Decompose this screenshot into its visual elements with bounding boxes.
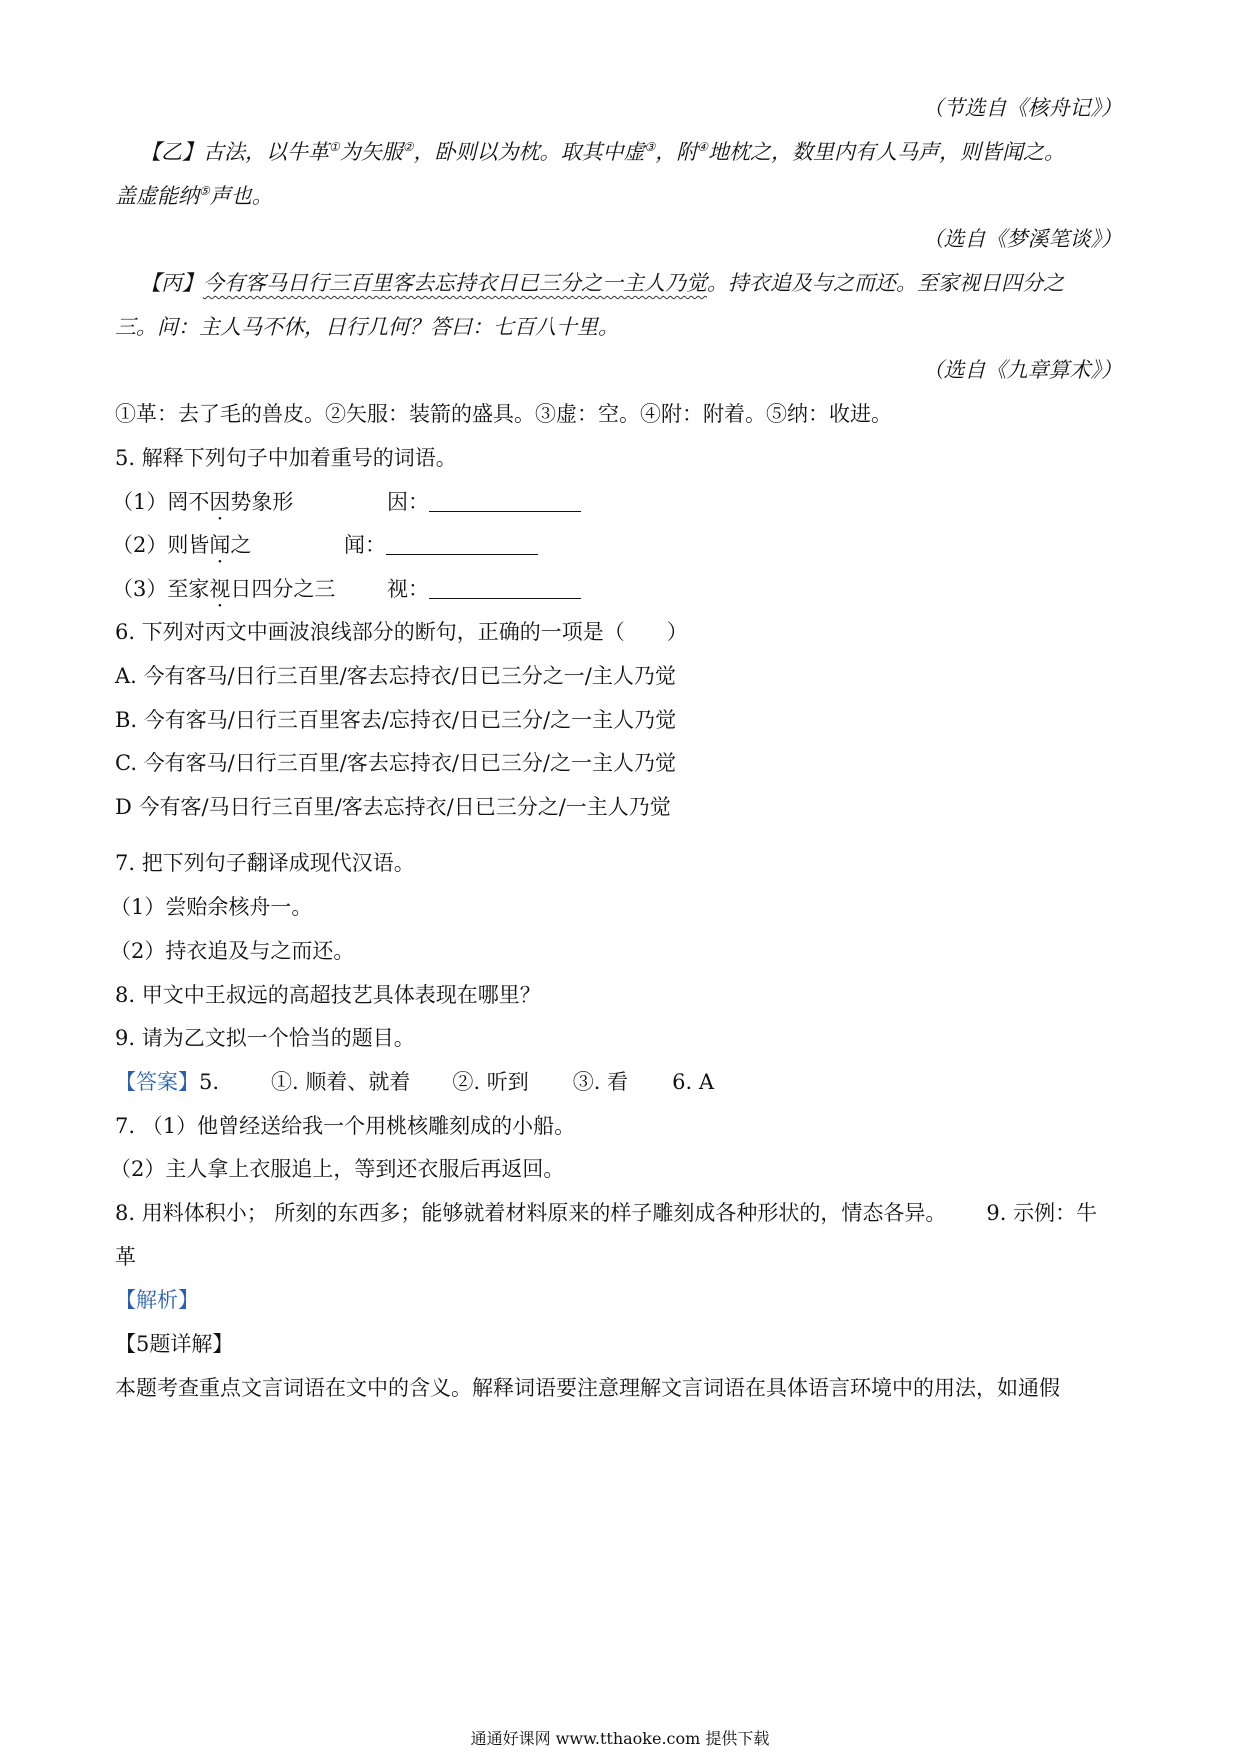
- passage-yi-text: 古法，以牛革: [203, 140, 329, 164]
- answer-label: 因：: [387, 490, 429, 514]
- answer-label: 闻：: [344, 533, 386, 557]
- wavy-underlined-text: 今有客马日行三百里客去忘持衣日已三分之一主人乃觉: [203, 271, 707, 295]
- question-8: 8. 甲文中王叔远的高超技艺具体表现在哪里？: [115, 983, 541, 1007]
- passage-yi-text: 为矢服: [339, 140, 403, 164]
- emphasis-dot-word: 因: [209, 490, 231, 514]
- passage-bing-text: 。持衣追及与之而还。至家视日四分之: [707, 271, 1064, 295]
- answer-blank[interactable]: [429, 489, 581, 512]
- passage-yi-text: ，附: [655, 140, 698, 164]
- analysis-subheading: 【5题详解】: [115, 1332, 234, 1356]
- analysis-label: 【解析】: [115, 1288, 199, 1312]
- question-5-item-3: （3）至家视日四分之三 视：: [112, 574, 1135, 604]
- question-7-stem: 7. 把下列句子翻译成现代汉语。: [115, 851, 415, 875]
- answer-label: 视：: [387, 577, 429, 601]
- answer-8: 8. 用料体积小； 所刻的东西多；能够就着材料原来的样子雕刻成各种形状的，情态各异。 9. 示例：牛: [115, 1201, 1098, 1225]
- footnote-ref: ⑤: [199, 184, 210, 198]
- page-footer: 通通好课网 www.tthaoke.com 提供下载: [470, 1729, 770, 1748]
- passage-yi-text: 地枕之，数里内有人马声，则皆闻之。: [708, 140, 1066, 164]
- answer-9-cont: 革: [115, 1245, 136, 1269]
- question-9: 9. 请为乙文拟一个恰当的题目。: [115, 1026, 415, 1050]
- answer-7-1: 7. （1）他曾经送给我一个用桃核雕刻成的小船。: [115, 1114, 576, 1138]
- question-7-item-2: （2）持衣追及与之而还。: [110, 939, 355, 963]
- passage-bing-label: 【丙】: [140, 271, 203, 295]
- source-yi: （选自《梦溪笔谈》）: [922, 227, 1122, 251]
- question-5-stem: 5. 解释下列句子中加着重号的词语。: [115, 446, 457, 470]
- analysis-text: 本题考查重点文言词语在文中的含义。解释词语要注意理解文言词语在具体语言环境中的用法，如通假: [115, 1376, 1060, 1400]
- question-6-stem: 6. 下列对丙文中画波浪线部分的断句，正确的一项是（ ）: [115, 620, 688, 644]
- footnote-ref: ①: [329, 140, 340, 154]
- answer-7-2: （2）主人拿上衣服追上，等到还衣服后再返回。: [110, 1157, 565, 1181]
- footnote-ref: ④: [697, 140, 709, 154]
- question-5-item-1: （1）罔不因势象形 因：: [112, 487, 1135, 517]
- answer-line-1: 【答案】5. ①. 顺着、就着 ②. 听到 ③. 看 6. A: [115, 1070, 715, 1094]
- answer-label: 【答案】: [115, 1070, 199, 1094]
- answer-blank[interactable]: [386, 532, 538, 555]
- passage-yi-text: 盖虚能纳: [115, 184, 199, 208]
- passage-bing-line2: 三。问：主人马不休，日行几何？答曰：七百八十里。: [115, 315, 619, 339]
- source-jia: （节选自《核舟记》）: [922, 96, 1122, 120]
- answer-blank[interactable]: [429, 576, 581, 599]
- footnote-ref: ②: [402, 140, 414, 154]
- question-7-item-1: （1）尝贻余核舟一。: [110, 895, 313, 919]
- question-6-option-a[interactable]: A. 今有客马/日行三百里/客去忘持衣/日已三分之一/主人乃觉: [115, 664, 676, 688]
- footnotes: ①革：去了毛的兽皮。②矢服：装箭的盛具。③虚：空。④附：附着。⑤纳：收进。: [115, 402, 892, 426]
- emphasis-dot-word: 视: [209, 577, 231, 601]
- passage-yi-line2: [115, 181, 1135, 211]
- passage-bing-line1: [140, 268, 1135, 298]
- emphasis-dot-word: 闻: [209, 533, 231, 557]
- footnote-ref: ③: [644, 140, 656, 154]
- passage-yi-text: 声也。: [209, 184, 273, 208]
- passage-yi-text: ，卧则以为枕。取其中虚: [413, 140, 645, 164]
- question-6-option-c[interactable]: C. 今有客马/日行三百里/客去忘持衣/日已三分/之一主人乃觉: [115, 751, 676, 775]
- passage-yi-label: 【乙】: [140, 140, 203, 164]
- source-bing: （选自《九章算术》）: [922, 358, 1122, 382]
- question-6-option-d[interactable]: D 今有客/马日行三百里/客去忘持衣/日已三分之/一主人乃觉: [115, 795, 671, 819]
- question-6-option-b[interactable]: B. 今有客马/日行三百里客去/忘持衣/日已三分/之一主人乃觉: [115, 708, 677, 732]
- question-5-item-2: （2）则皆闻之 闻：: [112, 530, 1135, 560]
- passage-yi-line1: [140, 137, 1135, 167]
